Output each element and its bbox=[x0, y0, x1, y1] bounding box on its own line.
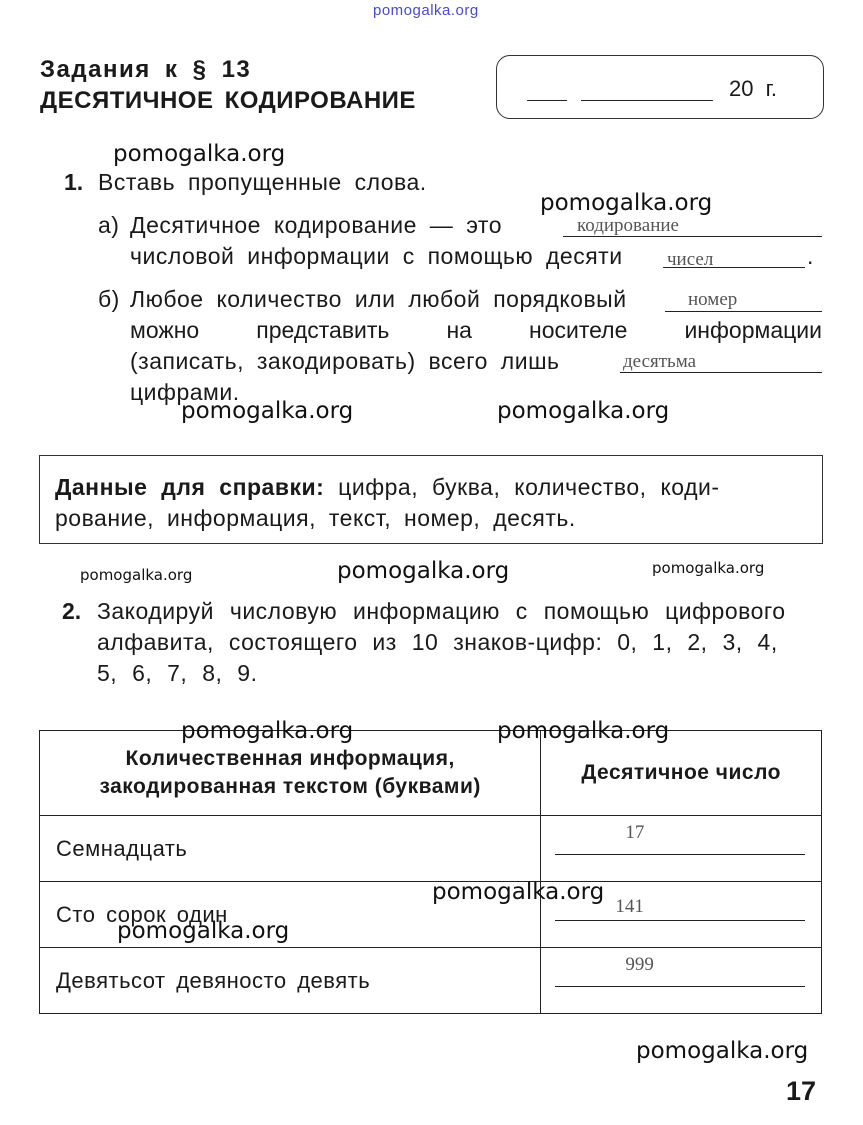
reference-box bbox=[39, 455, 823, 544]
date-year-suffix: 20 г. bbox=[729, 76, 778, 101]
row-number: 141 bbox=[615, 896, 644, 917]
reference-line2: рование, информация, текст, номер, десять. bbox=[55, 505, 576, 531]
encoding-table bbox=[39, 730, 822, 1014]
header-line: закодированная текстом (буквами) bbox=[99, 775, 481, 798]
watermark: pomogalka.org bbox=[117, 918, 290, 944]
row-text-cell bbox=[40, 816, 541, 882]
watermark: pomogalka.org bbox=[80, 566, 193, 584]
task1b-line3: (записать, закодировать) всего лишь bbox=[130, 348, 560, 374]
task2-line3: 5, 6, 7, 8, 9. bbox=[97, 660, 258, 686]
section-title: Задания к § 13 bbox=[40, 56, 252, 83]
date-box bbox=[496, 55, 824, 119]
task1b-word: носителе bbox=[529, 317, 628, 343]
watermark: pomogalka.org bbox=[432, 879, 605, 905]
row-number: 999 bbox=[625, 954, 654, 975]
answer-line bbox=[555, 986, 805, 987]
task1-number: 1. bbox=[64, 169, 84, 195]
task2-line1: Закодируй числовую информацию с помощью цифрового bbox=[97, 598, 786, 624]
task1a-period: . bbox=[807, 243, 814, 269]
date-month-line bbox=[581, 100, 713, 101]
watermark: pomogalka.org bbox=[497, 718, 670, 744]
answer-line bbox=[555, 920, 805, 921]
table-row bbox=[40, 816, 822, 882]
task1b-marker: б) bbox=[98, 286, 120, 312]
row-answer-cell[interactable] bbox=[541, 948, 822, 1014]
task2-number: 2. bbox=[62, 598, 82, 624]
watermark: pomogalka.org bbox=[652, 559, 765, 577]
watermark: pomogalka.org bbox=[113, 141, 286, 167]
table-header-number: Десятичное число bbox=[541, 731, 822, 816]
task1b-word: на bbox=[446, 317, 472, 343]
task1-instruction: Вставь пропущенные слова. bbox=[98, 169, 427, 195]
task1a-line2: числовой информации с помощью десяти bbox=[130, 243, 623, 269]
task1a-answer1: кодирование bbox=[577, 215, 679, 236]
reference-words: цифра, буква, количество, коди- bbox=[338, 474, 720, 500]
task1b-answer1: номер bbox=[688, 289, 738, 310]
task1a-marker: а) bbox=[98, 212, 120, 238]
row-text: Девятьсот девяносто девять bbox=[56, 967, 371, 993]
page-number: 17 bbox=[786, 1076, 817, 1106]
watermark: pomogalka.org bbox=[181, 718, 354, 744]
task1b-line1: Любое количество или любой порядковый bbox=[130, 286, 627, 312]
task1a-answer2: чисел bbox=[667, 249, 714, 270]
table-header-row bbox=[40, 731, 822, 816]
task2-line2: алфавита, состоящего из 10 знаков-цифр: 0, 1, 2, 3, 4, bbox=[97, 629, 778, 655]
watermark: pomogalka.org bbox=[497, 398, 670, 424]
task1b-line4: цифрами. bbox=[130, 379, 240, 405]
row-text: Сто сорок один bbox=[56, 901, 228, 927]
task1b-word: можно bbox=[130, 317, 200, 343]
row-answer-cell[interactable] bbox=[541, 816, 822, 882]
task1b-word: информации bbox=[684, 317, 822, 343]
watermark: pomogalka.org bbox=[181, 398, 354, 424]
row-text: Семнадцать bbox=[56, 835, 188, 861]
task1b-word: представить bbox=[256, 317, 390, 343]
date-day-line bbox=[527, 100, 567, 101]
watermark-top: pomogalka.org bbox=[373, 2, 479, 19]
row-text-cell bbox=[40, 948, 541, 1014]
table-row bbox=[40, 948, 822, 1014]
watermark: pomogalka.org bbox=[636, 1038, 809, 1064]
reference-line1 bbox=[55, 474, 720, 501]
header-line: Количественная информация, bbox=[125, 747, 455, 770]
page-title: ДЕСЯТИЧНОЕ КОДИРОВАНИЕ bbox=[40, 87, 416, 114]
row-number: 17 bbox=[625, 822, 645, 843]
task1b-answer1-line[interactable] bbox=[665, 311, 822, 312]
task1b-line2 bbox=[130, 317, 822, 344]
reference-label: Данные для справки: bbox=[55, 474, 325, 500]
watermark: pomogalka.org bbox=[540, 190, 713, 216]
task1a-line1: Десятичное кодирование — это bbox=[130, 212, 502, 238]
task1b-answer2: десятьма bbox=[623, 351, 697, 372]
watermark: pomogalka.org bbox=[337, 558, 510, 584]
answer-line bbox=[555, 854, 805, 855]
